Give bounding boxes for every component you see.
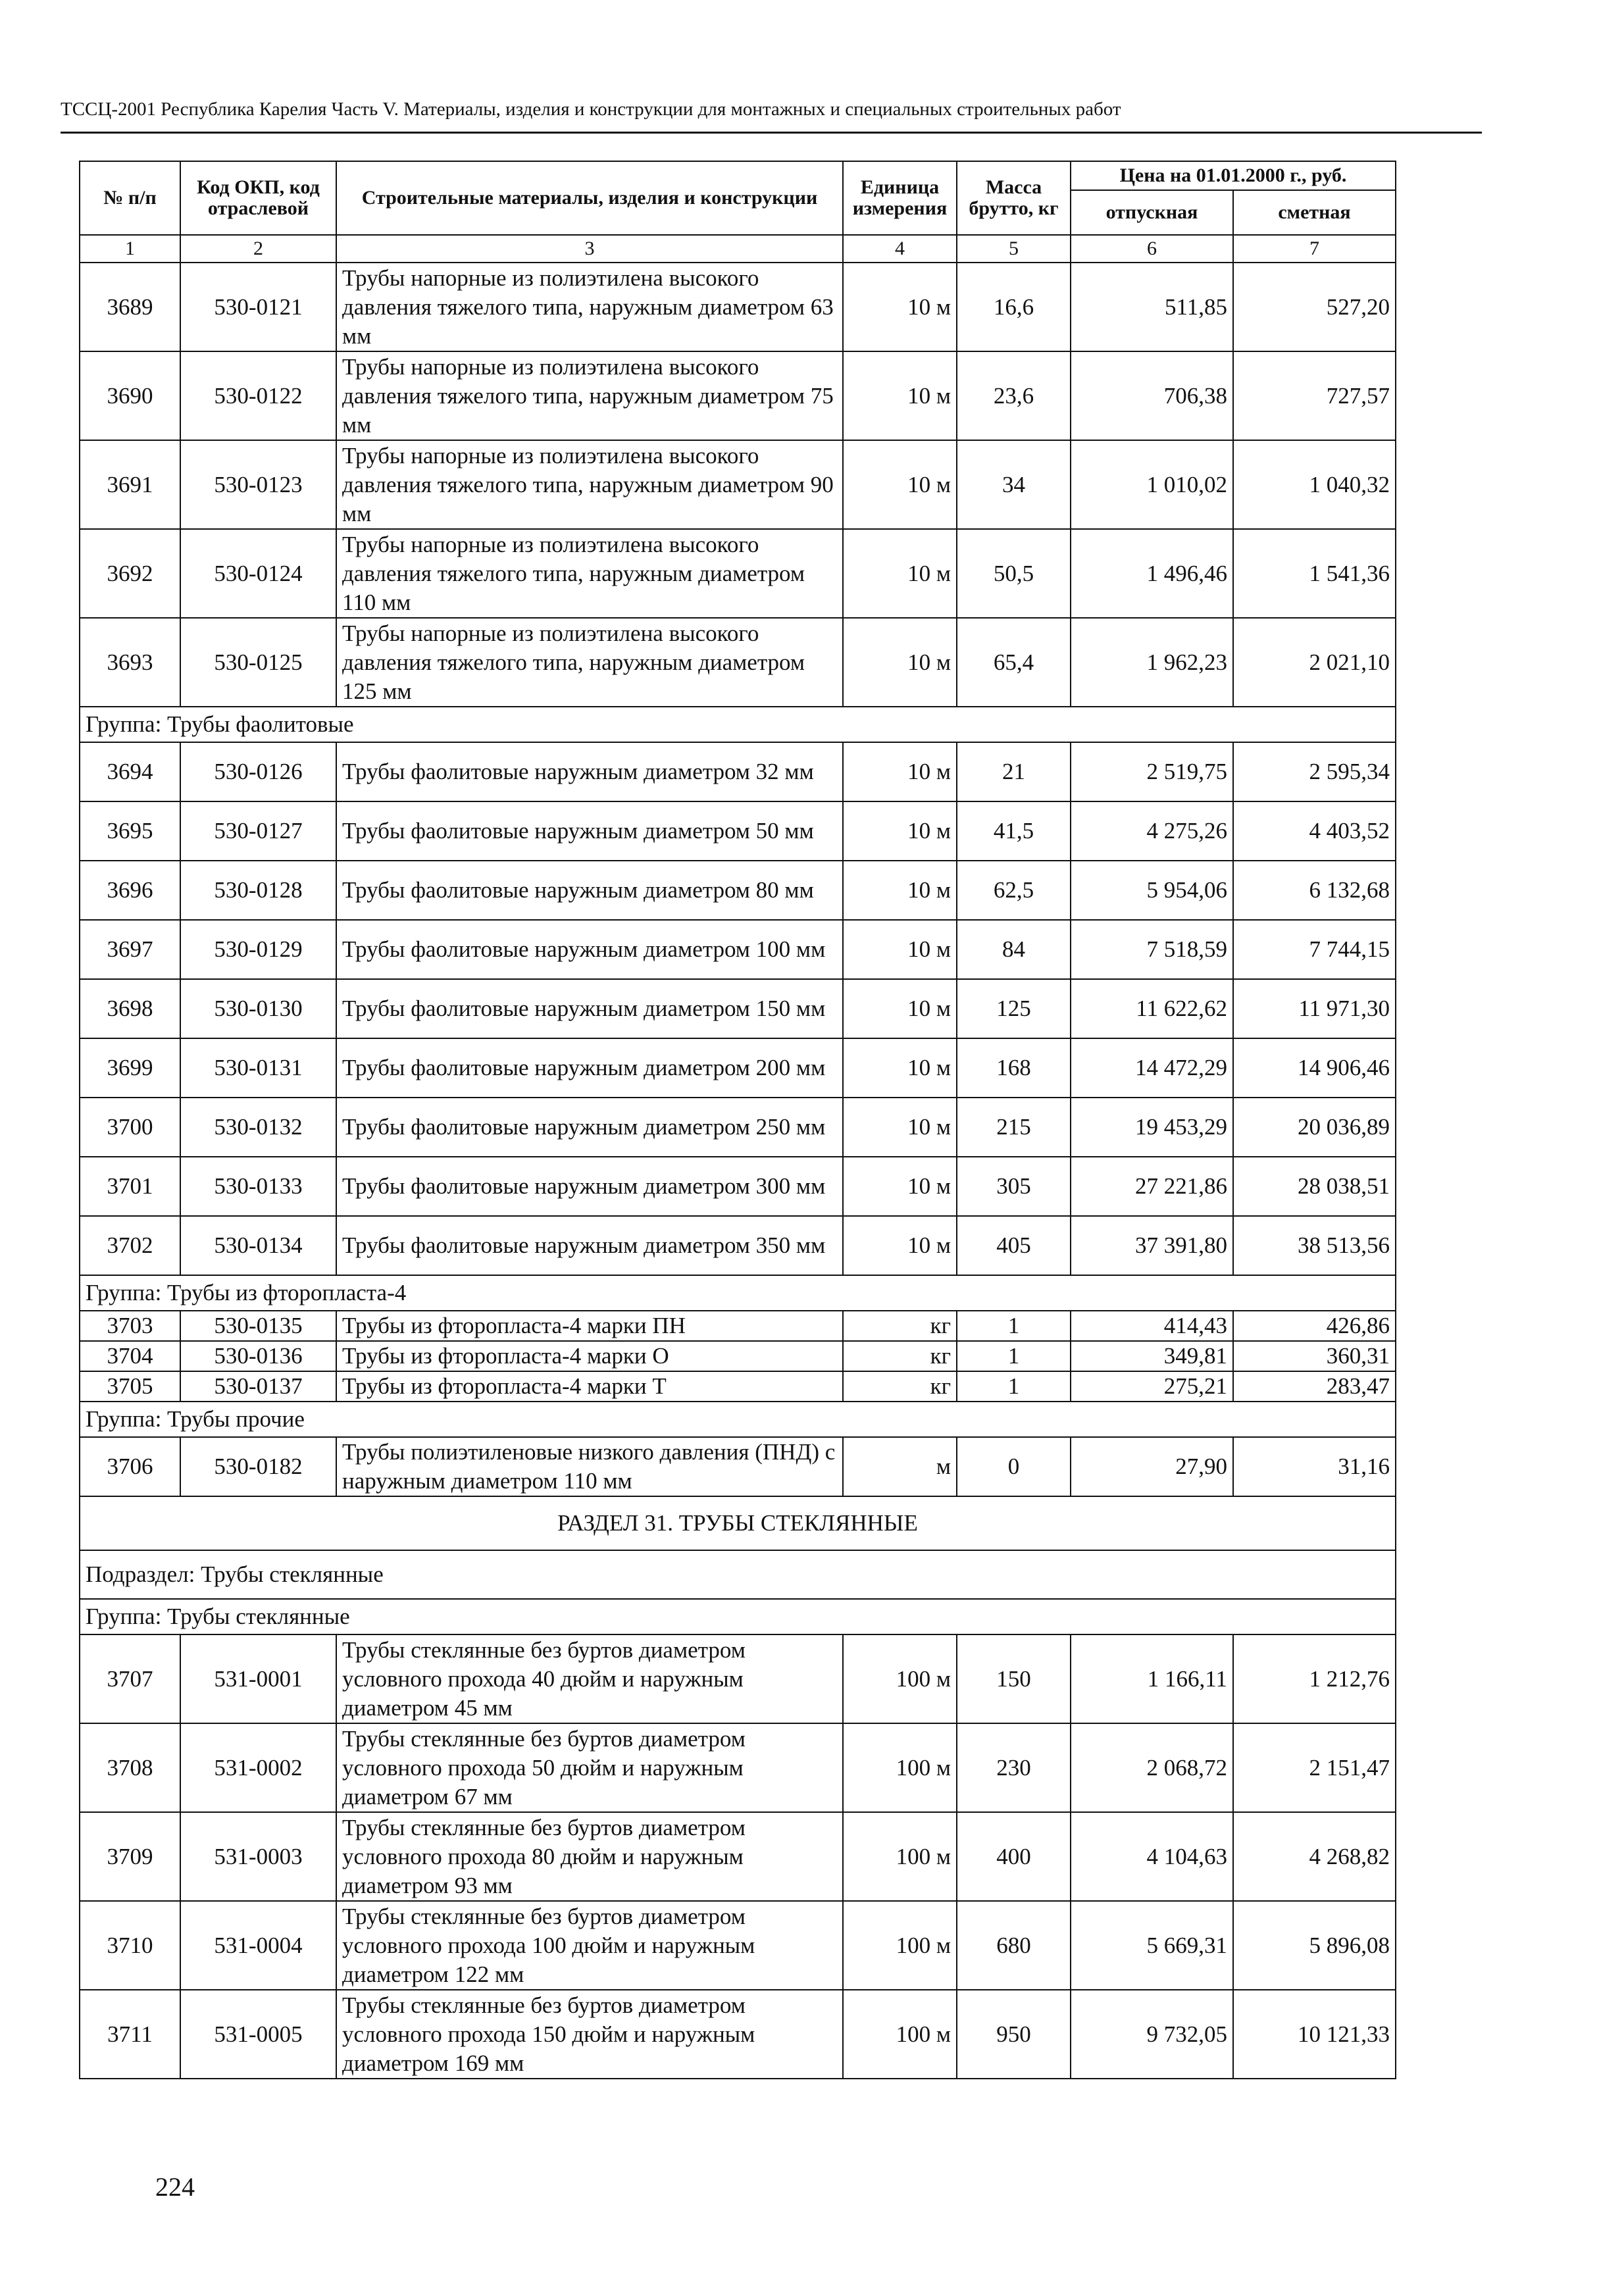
table-row	[80, 263, 1396, 351]
mass: 21	[957, 742, 1071, 801]
material-name: Трубы фаолитовые наружным диаметром 200 мм	[336, 1038, 843, 1098]
unit: 10 м	[843, 979, 957, 1038]
table-row	[80, 351, 1396, 440]
material-name: Трубы напорные из полиэтилена высокого давления тяжелого типа, наружным диаметром 63 мм	[336, 263, 843, 351]
price-release: 11 622,62	[1071, 979, 1233, 1038]
group-row	[80, 1275, 1396, 1311]
row-num: 3692	[80, 529, 180, 618]
subsection-row	[80, 1550, 1396, 1599]
okp-code: 530-0123	[180, 440, 336, 529]
material-name: Трубы напорные из полиэтилена высокого давления тяжелого типа, наружным диаметром 110 мм	[336, 529, 843, 618]
table-row	[80, 1812, 1396, 1901]
table-row	[80, 1371, 1396, 1402]
material-name: Трубы напорные из полиэтилена высокого давления тяжелого типа, наружным диаметром 125 мм	[336, 618, 843, 707]
price-release: 511,85	[1071, 263, 1233, 351]
price-release: 275,21	[1071, 1371, 1233, 1402]
unit: м	[843, 1437, 957, 1496]
okp-code: 530-0129	[180, 920, 336, 979]
price-release: 7 518,59	[1071, 920, 1233, 979]
table-row	[80, 1098, 1396, 1157]
table-row	[80, 1634, 1396, 1723]
subsection-title: Подраздел: Трубы стеклянные	[80, 1550, 1396, 1599]
price-release: 27 221,86	[1071, 1157, 1233, 1216]
okp-code: 530-0126	[180, 742, 336, 801]
okp-code: 530-0124	[180, 529, 336, 618]
price-estimate: 38 513,56	[1233, 1216, 1396, 1275]
header-price: Цена на 01.01.2000 г., руб.	[1071, 161, 1396, 190]
price-release: 2 519,75	[1071, 742, 1233, 801]
okp-code: 530-0133	[180, 1157, 336, 1216]
header-num: № п/п	[80, 161, 180, 235]
row-num: 3704	[80, 1341, 180, 1371]
price-release: 1 496,46	[1071, 529, 1233, 618]
group-title: Группа: Трубы из фторопласта-4	[80, 1275, 1396, 1311]
price-estimate: 20 036,89	[1233, 1098, 1396, 1157]
price-estimate: 2 595,34	[1233, 742, 1396, 801]
material-name: Трубы стеклянные без буртов диаметром условного прохода 50 дюйм и наружным диаметром 67 мм	[336, 1723, 843, 1812]
price-release: 19 453,29	[1071, 1098, 1233, 1157]
mass: 405	[957, 1216, 1071, 1275]
price-estimate: 1 212,76	[1233, 1634, 1396, 1723]
okp-code: 531-0002	[180, 1723, 336, 1812]
unit: 10 м	[843, 529, 957, 618]
okp-code: 530-0135	[180, 1311, 336, 1341]
row-num: 3705	[80, 1371, 180, 1402]
price-estimate: 6 132,68	[1233, 861, 1396, 920]
material-name: Трубы фаолитовые наружным диаметром 350 мм	[336, 1216, 843, 1275]
okp-code: 530-0182	[180, 1437, 336, 1496]
mass: 65,4	[957, 618, 1071, 707]
material-name: Трубы фаолитовые наружным диаметром 50 мм	[336, 801, 843, 861]
price-estimate: 4 268,82	[1233, 1812, 1396, 1901]
column-number-row	[80, 235, 1396, 263]
group-row	[80, 1402, 1396, 1437]
price-release: 349,81	[1071, 1341, 1233, 1371]
okp-code: 531-0001	[180, 1634, 336, 1723]
mass: 84	[957, 920, 1071, 979]
okp-code: 530-0130	[180, 979, 336, 1038]
price-release: 4 104,63	[1071, 1812, 1233, 1901]
price-estimate: 4 403,52	[1233, 801, 1396, 861]
table-row	[80, 1311, 1396, 1341]
group-row	[80, 707, 1396, 742]
header-rule	[61, 132, 1482, 134]
material-name: Трубы фаолитовые наружным диаметром 250 мм	[336, 1098, 843, 1157]
header-price-release: отпускная	[1071, 190, 1233, 235]
price-estimate: 14 906,46	[1233, 1038, 1396, 1098]
unit: 10 м	[843, 440, 957, 529]
table-row	[80, 742, 1396, 801]
row-num: 3703	[80, 1311, 180, 1341]
price-release: 9 732,05	[1071, 1990, 1233, 2079]
row-num: 3710	[80, 1901, 180, 1990]
table-row	[80, 1437, 1396, 1496]
price-estimate: 28 038,51	[1233, 1157, 1396, 1216]
column-number: 7	[1233, 235, 1396, 263]
column-number: 4	[843, 235, 957, 263]
material-name: Трубы стеклянные без буртов диаметром условного прохода 40 дюйм и наружным диаметром 45 мм	[336, 1634, 843, 1723]
okp-code: 530-0131	[180, 1038, 336, 1098]
mass: 1	[957, 1341, 1071, 1371]
column-number: 2	[180, 235, 336, 263]
price-estimate: 527,20	[1233, 263, 1396, 351]
unit: 10 м	[843, 1098, 957, 1157]
material-name: Трубы полиэтиленовые низкого давления (ПНД) с наружным диаметром 110 мм	[336, 1437, 843, 1496]
okp-code: 530-0127	[180, 801, 336, 861]
price-release: 4 275,26	[1071, 801, 1233, 861]
mass: 16,6	[957, 263, 1071, 351]
unit: 100 м	[843, 1634, 957, 1723]
row-num: 3699	[80, 1038, 180, 1098]
unit: 100 м	[843, 1901, 957, 1990]
price-estimate: 2 151,47	[1233, 1723, 1396, 1812]
okp-code: 530-0132	[180, 1098, 336, 1157]
price-release: 27,90	[1071, 1437, 1233, 1496]
price-estimate: 7 744,15	[1233, 920, 1396, 979]
price-release: 14 472,29	[1071, 1038, 1233, 1098]
unit: 100 м	[843, 1723, 957, 1812]
unit: кг	[843, 1341, 957, 1371]
page-number: 224	[155, 2172, 195, 2202]
table-row	[80, 979, 1396, 1038]
mass: 950	[957, 1990, 1071, 2079]
mass: 34	[957, 440, 1071, 529]
material-name: Трубы из фторопласта-4 марки ПН	[336, 1311, 843, 1341]
material-name: Трубы фаолитовые наружным диаметром 32 мм	[336, 742, 843, 801]
header-unit: Единица измерения	[843, 161, 957, 235]
column-number: 3	[336, 235, 843, 263]
mass: 305	[957, 1157, 1071, 1216]
row-num: 3701	[80, 1157, 180, 1216]
unit: 10 м	[843, 263, 957, 351]
price-release: 5 954,06	[1071, 861, 1233, 920]
mass: 168	[957, 1038, 1071, 1098]
group-title: Группа: Трубы фаолитовые	[80, 707, 1396, 742]
table-row	[80, 1901, 1396, 1990]
row-num: 3706	[80, 1437, 180, 1496]
price-estimate: 727,57	[1233, 351, 1396, 440]
mass: 23,6	[957, 351, 1071, 440]
mass: 230	[957, 1723, 1071, 1812]
table-row	[80, 440, 1396, 529]
okp-code: 530-0137	[180, 1371, 336, 1402]
price-release: 1 166,11	[1071, 1634, 1233, 1723]
material-name: Трубы из фторопласта-4 марки Т	[336, 1371, 843, 1402]
price-estimate: 10 121,33	[1233, 1990, 1396, 2079]
mass: 215	[957, 1098, 1071, 1157]
material-name: Трубы фаолитовые наружным диаметром 150 мм	[336, 979, 843, 1038]
okp-code: 531-0004	[180, 1901, 336, 1990]
okp-code: 530-0122	[180, 351, 336, 440]
unit: 10 м	[843, 742, 957, 801]
price-table	[79, 161, 1396, 2079]
table-row	[80, 861, 1396, 920]
mass: 400	[957, 1812, 1071, 1901]
price-release: 1 010,02	[1071, 440, 1233, 529]
price-release: 2 068,72	[1071, 1723, 1233, 1812]
header-okp-code: Код ОКП, код отраслевой	[180, 161, 336, 235]
price-estimate: 31,16	[1233, 1437, 1396, 1496]
unit: 100 м	[843, 1990, 957, 2079]
header-mass: Масса брутто, кг	[957, 161, 1071, 235]
material-name: Трубы из фторопласта-4 марки О	[336, 1341, 843, 1371]
okp-code: 531-0005	[180, 1990, 336, 2079]
okp-code: 530-0121	[180, 263, 336, 351]
price-estimate: 5 896,08	[1233, 1901, 1396, 1990]
price-estimate: 11 971,30	[1233, 979, 1396, 1038]
row-num: 3691	[80, 440, 180, 529]
unit: 10 м	[843, 861, 957, 920]
group-title: Группа: Трубы прочие	[80, 1402, 1396, 1437]
unit: 100 м	[843, 1812, 957, 1901]
table-row	[80, 1990, 1396, 2079]
row-num: 3698	[80, 979, 180, 1038]
row-num: 3693	[80, 618, 180, 707]
table-row	[80, 1341, 1396, 1371]
column-number: 1	[80, 235, 180, 263]
price-estimate: 283,47	[1233, 1371, 1396, 1402]
material-name: Трубы фаолитовые наружным диаметром 300 мм	[336, 1157, 843, 1216]
price-estimate: 2 021,10	[1233, 618, 1396, 707]
mass: 150	[957, 1634, 1071, 1723]
row-num: 3695	[80, 801, 180, 861]
mass: 680	[957, 1901, 1071, 1990]
price-estimate: 426,86	[1233, 1311, 1396, 1341]
table-row	[80, 1038, 1396, 1098]
material-name: Трубы напорные из полиэтилена высокого давления тяжелого типа, наружным диаметром 75 мм	[336, 351, 843, 440]
material-name: Трубы фаолитовые наружным диаметром 100 мм	[336, 920, 843, 979]
column-number: 5	[957, 235, 1071, 263]
okp-code: 530-0134	[180, 1216, 336, 1275]
price-release: 5 669,31	[1071, 1901, 1233, 1990]
material-name: Трубы фаолитовые наружным диаметром 80 мм	[336, 861, 843, 920]
okp-code: 530-0128	[180, 861, 336, 920]
column-number: 6	[1071, 235, 1233, 263]
unit: 10 м	[843, 351, 957, 440]
table-body	[80, 263, 1396, 2079]
row-num: 3700	[80, 1098, 180, 1157]
price-estimate: 360,31	[1233, 1341, 1396, 1371]
mass: 125	[957, 979, 1071, 1038]
group-title: Группа: Трубы стеклянные	[80, 1599, 1396, 1634]
table-row	[80, 618, 1396, 707]
unit: 10 м	[843, 801, 957, 861]
unit: 10 м	[843, 1157, 957, 1216]
table-row	[80, 1723, 1396, 1812]
row-num: 3694	[80, 742, 180, 801]
material-name: Трубы стеклянные без буртов диаметром условного прохода 150 дюйм и наружным диаметром 169 мм	[336, 1990, 843, 2079]
okp-code: 531-0003	[180, 1812, 336, 1901]
section-title: РАЗДЕЛ 31. ТРУБЫ СТЕКЛЯННЫЕ	[80, 1496, 1396, 1550]
row-num: 3696	[80, 861, 180, 920]
running-head: ТССЦ-2001 Республика Карелия Часть V. Материалы, изделия и конструкции для монтажных и специальных строительных работ	[61, 99, 1121, 120]
price-release: 37 391,80	[1071, 1216, 1233, 1275]
mass: 0	[957, 1437, 1071, 1496]
row-num: 3707	[80, 1634, 180, 1723]
mass: 1	[957, 1371, 1071, 1402]
price-release: 414,43	[1071, 1311, 1233, 1341]
unit: кг	[843, 1371, 957, 1402]
header-materials: Строительные материалы, изделия и конструкции	[336, 161, 843, 235]
mass: 1	[957, 1311, 1071, 1341]
row-num: 3702	[80, 1216, 180, 1275]
header-price-estimate: сметная	[1233, 190, 1396, 235]
table-row	[80, 1216, 1396, 1275]
mass: 62,5	[957, 861, 1071, 920]
row-num: 3709	[80, 1812, 180, 1901]
price-release: 1 962,23	[1071, 618, 1233, 707]
row-num: 3711	[80, 1990, 180, 2079]
unit: 10 м	[843, 618, 957, 707]
unit: 10 м	[843, 1216, 957, 1275]
table-row	[80, 920, 1396, 979]
row-num: 3697	[80, 920, 180, 979]
price-estimate: 1 541,36	[1233, 529, 1396, 618]
mass: 41,5	[957, 801, 1071, 861]
table-row	[80, 801, 1396, 861]
table-row	[80, 529, 1396, 618]
row-num: 3708	[80, 1723, 180, 1812]
unit: кг	[843, 1311, 957, 1341]
okp-code: 530-0125	[180, 618, 336, 707]
section-row	[80, 1496, 1396, 1550]
unit: 10 м	[843, 1038, 957, 1098]
price-estimate: 1 040,32	[1233, 440, 1396, 529]
okp-code: 530-0136	[180, 1341, 336, 1371]
price-release: 706,38	[1071, 351, 1233, 440]
row-num: 3689	[80, 263, 180, 351]
mass: 50,5	[957, 529, 1071, 618]
group-row	[80, 1599, 1396, 1634]
material-name: Трубы стеклянные без буртов диаметром условного прохода 80 дюйм и наружным диаметром 93 мм	[336, 1812, 843, 1901]
material-name: Трубы напорные из полиэтилена высокого давления тяжелого типа, наружным диаметром 90 мм	[336, 440, 843, 529]
unit: 10 м	[843, 920, 957, 979]
table-row	[80, 1157, 1396, 1216]
material-name: Трубы стеклянные без буртов диаметром условного прохода 100 дюйм и наружным диаметром 122 мм	[336, 1901, 843, 1990]
row-num: 3690	[80, 351, 180, 440]
